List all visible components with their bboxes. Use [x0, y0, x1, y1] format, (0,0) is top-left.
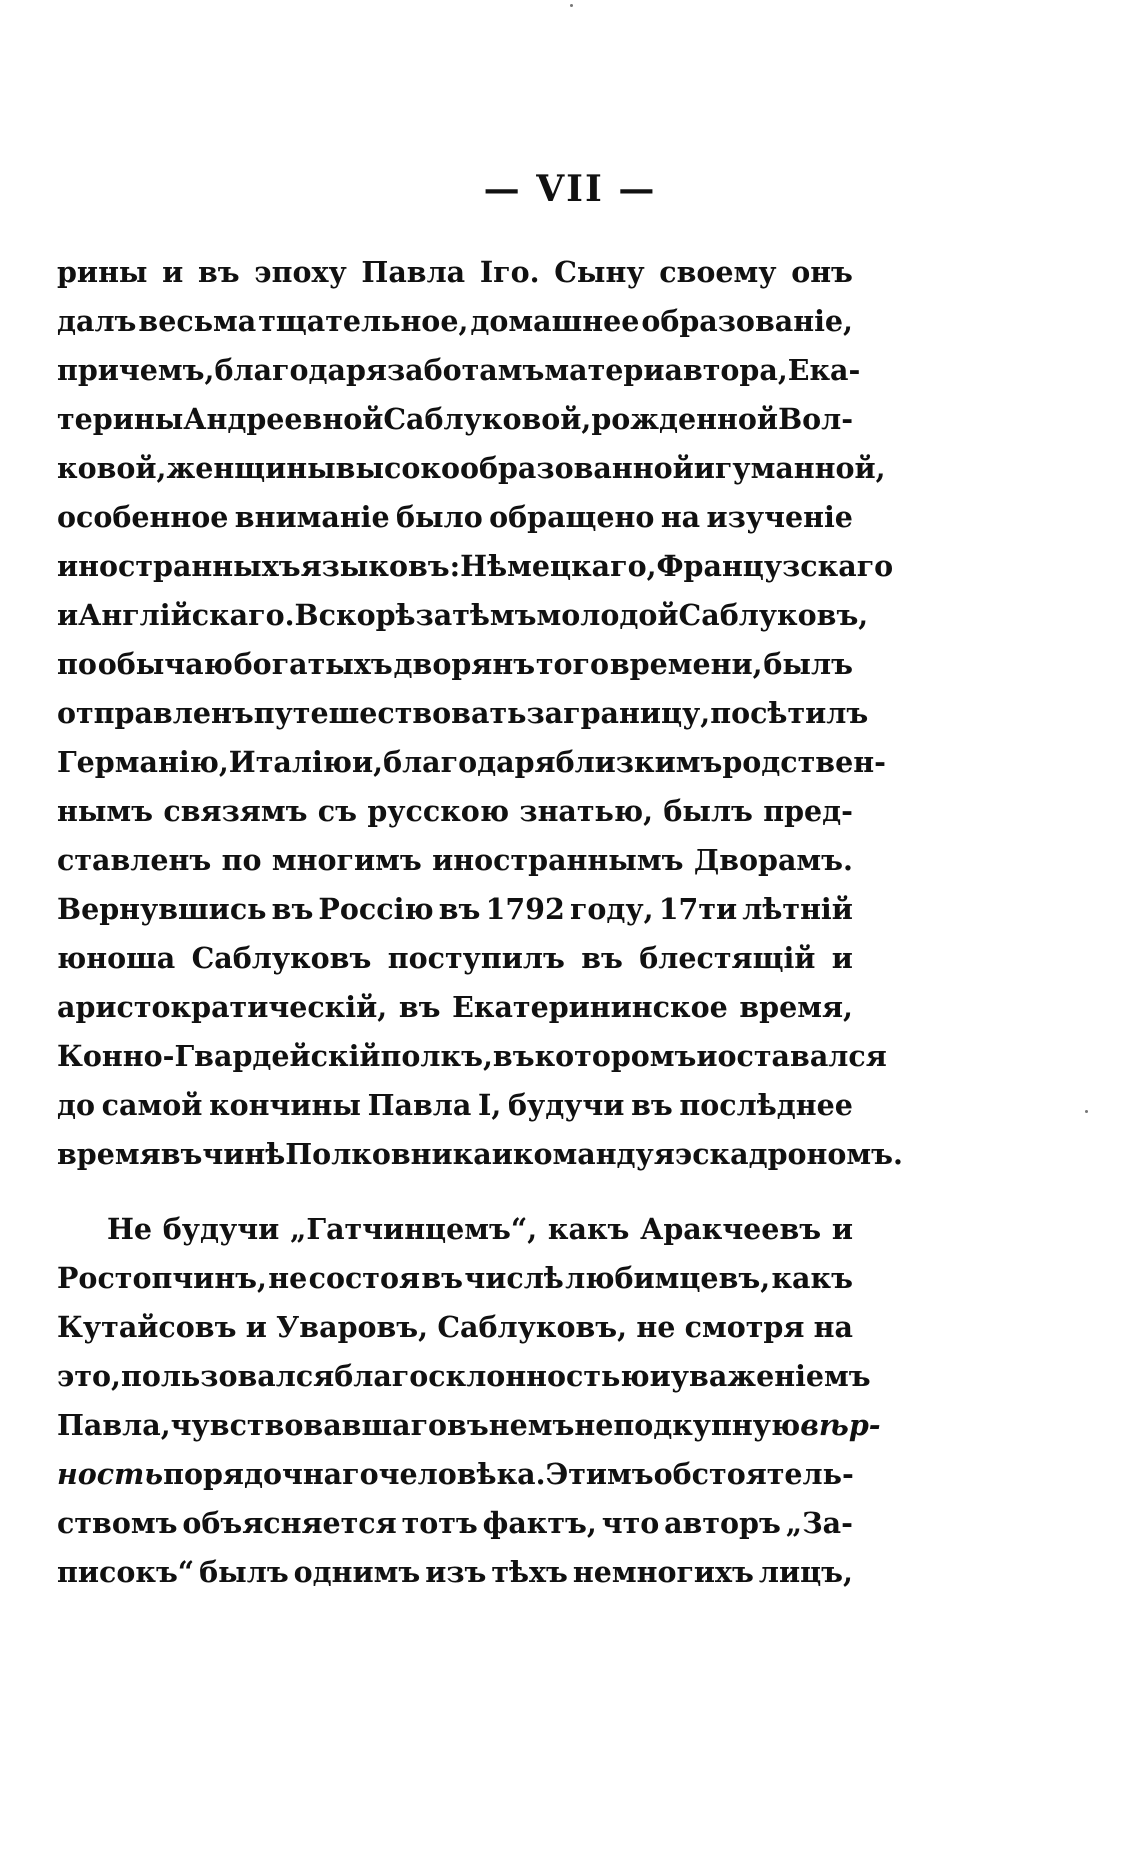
text-line: до самой кончины Павла I, будучи въ послѣднее — [57, 1088, 853, 1122]
text-line: юноша Саблуковъ поступилъ въ блестящій и — [57, 941, 853, 975]
print-speck — [570, 4, 573, 7]
text-line: Кутайсовъ и Уваровъ, Саблуковъ, не смотря на — [57, 1310, 853, 1344]
text-line: терины Андреевной Саблуковой, рожденной Вол- — [57, 402, 854, 436]
page-number-header: — VII — — [483, 168, 657, 210]
text-line: иностранныхъ языковъ: Нѣмецкаго, Французскаго — [57, 549, 894, 583]
text-line: причемъ, благодаря заботамъ матери автора, Ека- — [57, 353, 861, 387]
text-line: аристократическій, въ Екатерининское время, — [57, 990, 853, 1024]
body-text — [57, 248, 903, 1597]
text-line: время въ чинѣ Полковника и командуя эскадрономъ. — [57, 1137, 903, 1171]
text-line: ставленъ по многимъ иностраннымъ Дворамъ. — [57, 843, 853, 877]
text-line: и Англійскаго. Вскорѣ затѣмъ молодой Саблуковъ, — [57, 598, 869, 632]
text-line: нымъ связямъ съ русскою знатью, былъ пред- — [57, 794, 853, 828]
text-line: ствомъ объясняется тотъ фактъ, что авторъ „За- — [57, 1506, 853, 1540]
text-line: Конно-Гвардейскій полкъ, въ которомъ и оставался — [57, 1039, 887, 1073]
paragraph-gap — [57, 1179, 853, 1205]
text-line: отправленъ путешествовать за границу, посѣтилъ — [57, 696, 869, 730]
text-line: Ростопчинъ, не состоя въ числѣ любимцевъ, какъ — [57, 1261, 853, 1295]
print-speck — [1085, 1110, 1088, 1113]
paragraph — [57, 248, 903, 1179]
text-line: Павла, чувствовавшаго въ немъ неподкупную вѣр- — [57, 1408, 881, 1442]
text-line: особенное вниманіе было обращено на изученіе — [57, 500, 853, 534]
text-line: по обычаю богатыхъ дворянъ того времени, былъ — [57, 647, 853, 681]
text-line: это, пользовался благосклонностью и уваженіемъ — [57, 1359, 871, 1393]
text-line: ковой, женщины высоко образованной и гуманной, — [57, 451, 886, 485]
text-line: рины и въ эпоху Павла Іго. Сыну своему онъ — [57, 255, 853, 289]
text-line: писокъ“ былъ однимъ изъ тѣхъ немногихъ лицъ, — [57, 1555, 853, 1589]
text-line: Не будучи „Гатчинцемъ“, какъ Аракчеевъ и — [107, 1212, 853, 1246]
text-line: Германію, Италію и, благодаря близкимъ родствен- — [57, 745, 886, 779]
paragraph — [57, 1205, 881, 1597]
text-line: ность порядочнаго человѣка. Этимъ обстоятель- — [57, 1457, 854, 1491]
text-line: Вернувшись въ Россію въ 1792 году, 17ти лѣтній — [57, 892, 853, 926]
text-line: далъ весьма тщательное, домашнее образованіе, — [57, 304, 853, 338]
